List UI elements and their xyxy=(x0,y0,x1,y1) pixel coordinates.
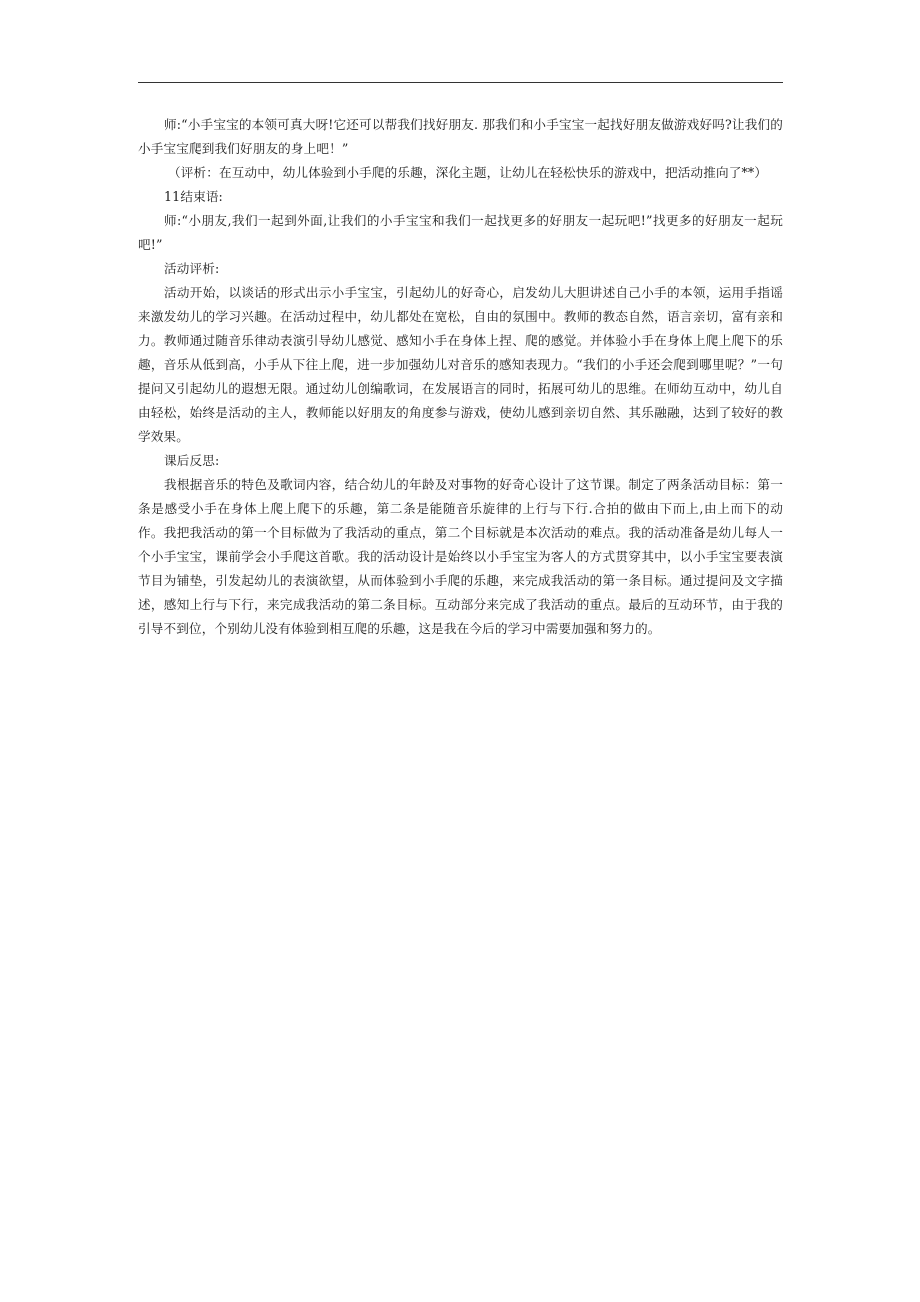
commentary-note: （评析：在互动中，幼儿体验到小手爬的乐趣，深化主题，让幼儿在轻松快乐的游戏中，把活动推向了**） xyxy=(168,165,768,180)
document-body xyxy=(138,113,783,641)
section-conclusion-heading: 11结束语: xyxy=(164,189,223,204)
reflection-paragraph: 我根据音乐的特色及歌词内容，结合幼儿的年龄及对事物的好奇心设计了这节课。制定了两条活动目标：第一条是感受小手在身体上爬上爬下的乐趣，第二条是能随音乐旋律的上行与下行.合拍的做由下而上,由上而下的动作。我把我活动的第一个目标做为了我活动的重点，第二个目标就是本次活动的难点。我的活动准备是幼儿每人一个小手宝宝，课前学会小手爬这首歌。我的活动设计是始终以小手宝宝为客人的方式贯穿其中，以小手宝宝要表演节目为铺垫，引发起幼儿的表演欲望，从而体验到小手爬的乐趣，来完成我活动的第一条目标。通过提问及文字描述，感知上行与下行，来完成我活动的第二条目标。互动部分来完成了我活动的重点。最后的互动环节，由于我的引导不到位，个别幼儿没有体验到相互爬的乐趣，这是我在今后的学习中需要加强和努力的。 xyxy=(138,477,783,636)
header-rule xyxy=(138,82,783,83)
evaluation-paragraph: 活动开始，以谈话的形式出示小手宝宝，引起幼儿的好奇心，启发幼儿大胆讲述自己小手的本领，运用手指谣来激发幼儿的学习兴趣。在活动过程中，幼儿都处在宽松，自由的氛围中。教师的教态自然，语言亲切，富有亲和力。教师通过随音乐律动表演引导幼儿感觉、感知小手在身体上捏、爬的感觉。并体验小手在身体上爬上爬下的乐趣，音乐从低到高，小手从下往上爬，进一步加强幼儿对音乐的感知表现力。“我们的小手还会爬到哪里呢？”一句提问又引起幼儿的遐想无限。通过幼儿创编歌词，在发展语言的同时，拓展可幼儿的思维。在师幼互动中，幼儿自由轻松，始终是活动的主人，教师能以好朋友的角度参与游戏，使幼儿感到亲切自然、其乐融融，达到了较好的教学效果。 xyxy=(138,285,783,444)
reflection-heading: 课后反思: xyxy=(164,453,220,468)
teacher-dialogue-1: 师:“小手宝宝的本领可真大呀!它还可以帮我们找好朋友. 那我们和小手宝宝一起找好朋友做游戏好吗?让我们的小手宝宝爬到我们好朋友的身上吧！” xyxy=(138,117,783,156)
teacher-dialogue-2: 师:“小朋友,我们一起到外面,让我们的小手宝宝和我们一起找更多的好朋友一起玩吧!”找更多的好朋友一起玩吧!” xyxy=(138,213,783,252)
evaluation-heading: 活动评析: xyxy=(164,261,220,276)
